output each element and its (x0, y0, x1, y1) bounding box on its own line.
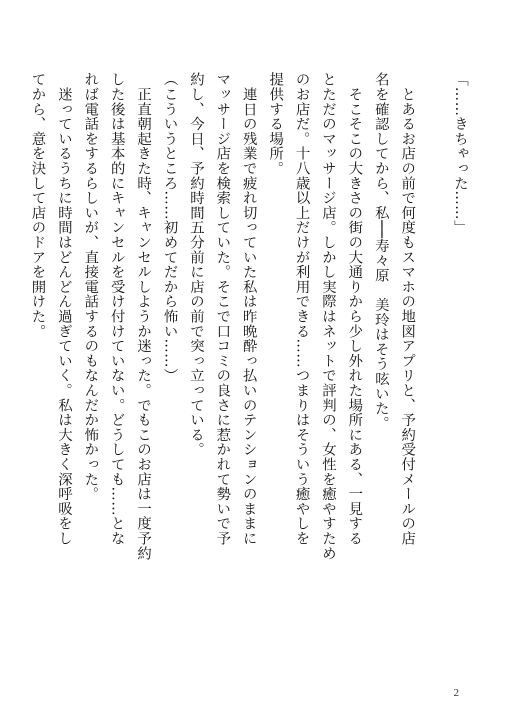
text-line: とただのマッサージ店。しかし実際はネットで評判の、女性を癒やすため (319, 72, 336, 561)
text-line: 「……きちゃった……」 (452, 72, 468, 235)
text-line: 迷っているうちに時間はどんどん過ぎていく。私は大きく深呼吸をし (55, 72, 72, 546)
text-line (420, 72, 446, 672)
text-line: 正直朝起きた時、キャンセルしようか迷った。でもこのお店は一度予約 (135, 72, 152, 561)
text-line: 名を確認してから、私──寿々原 美玲はそう呟いた。 (372, 72, 389, 431)
text-line: 連日の残業で疲れ切っていた私は昨晩酔っ払いのテンションのままに (240, 72, 257, 546)
text-line: （こういうところ……初めてだから怖い……） (161, 72, 178, 383)
page-number: 2 (453, 687, 459, 699)
text-line: そこそこの大きさの街の大通りから少し外れた場所にある、一見する (346, 72, 363, 546)
text-line: のお店だ。十八歳以上だけが利用できる……つまりはそういう癒やしを (293, 72, 310, 546)
vertical-text-body (24, 72, 473, 672)
text-line: てから、意を決して店のドアを開けた。 (29, 72, 46, 339)
text-line: 提供する場所。 (267, 72, 284, 176)
text-line: れば電話をするらしいが、直接電話するのもなんだか怖かった。 (82, 72, 99, 502)
text-line: した後は基本的にキャンセルを受け付けていない。どうしても……とな (108, 72, 125, 546)
text-line: とあるお店の前で何度もスマホの地図アプリと、予約受付メールの店 (399, 72, 416, 546)
text-line: マッサージ店を検索していた。そこで口コミの良さに惹かれて勢いで予 (214, 72, 231, 546)
text-line: 約し、今日、予約時間五分前に店の前で突っ立っている。 (187, 72, 204, 457)
